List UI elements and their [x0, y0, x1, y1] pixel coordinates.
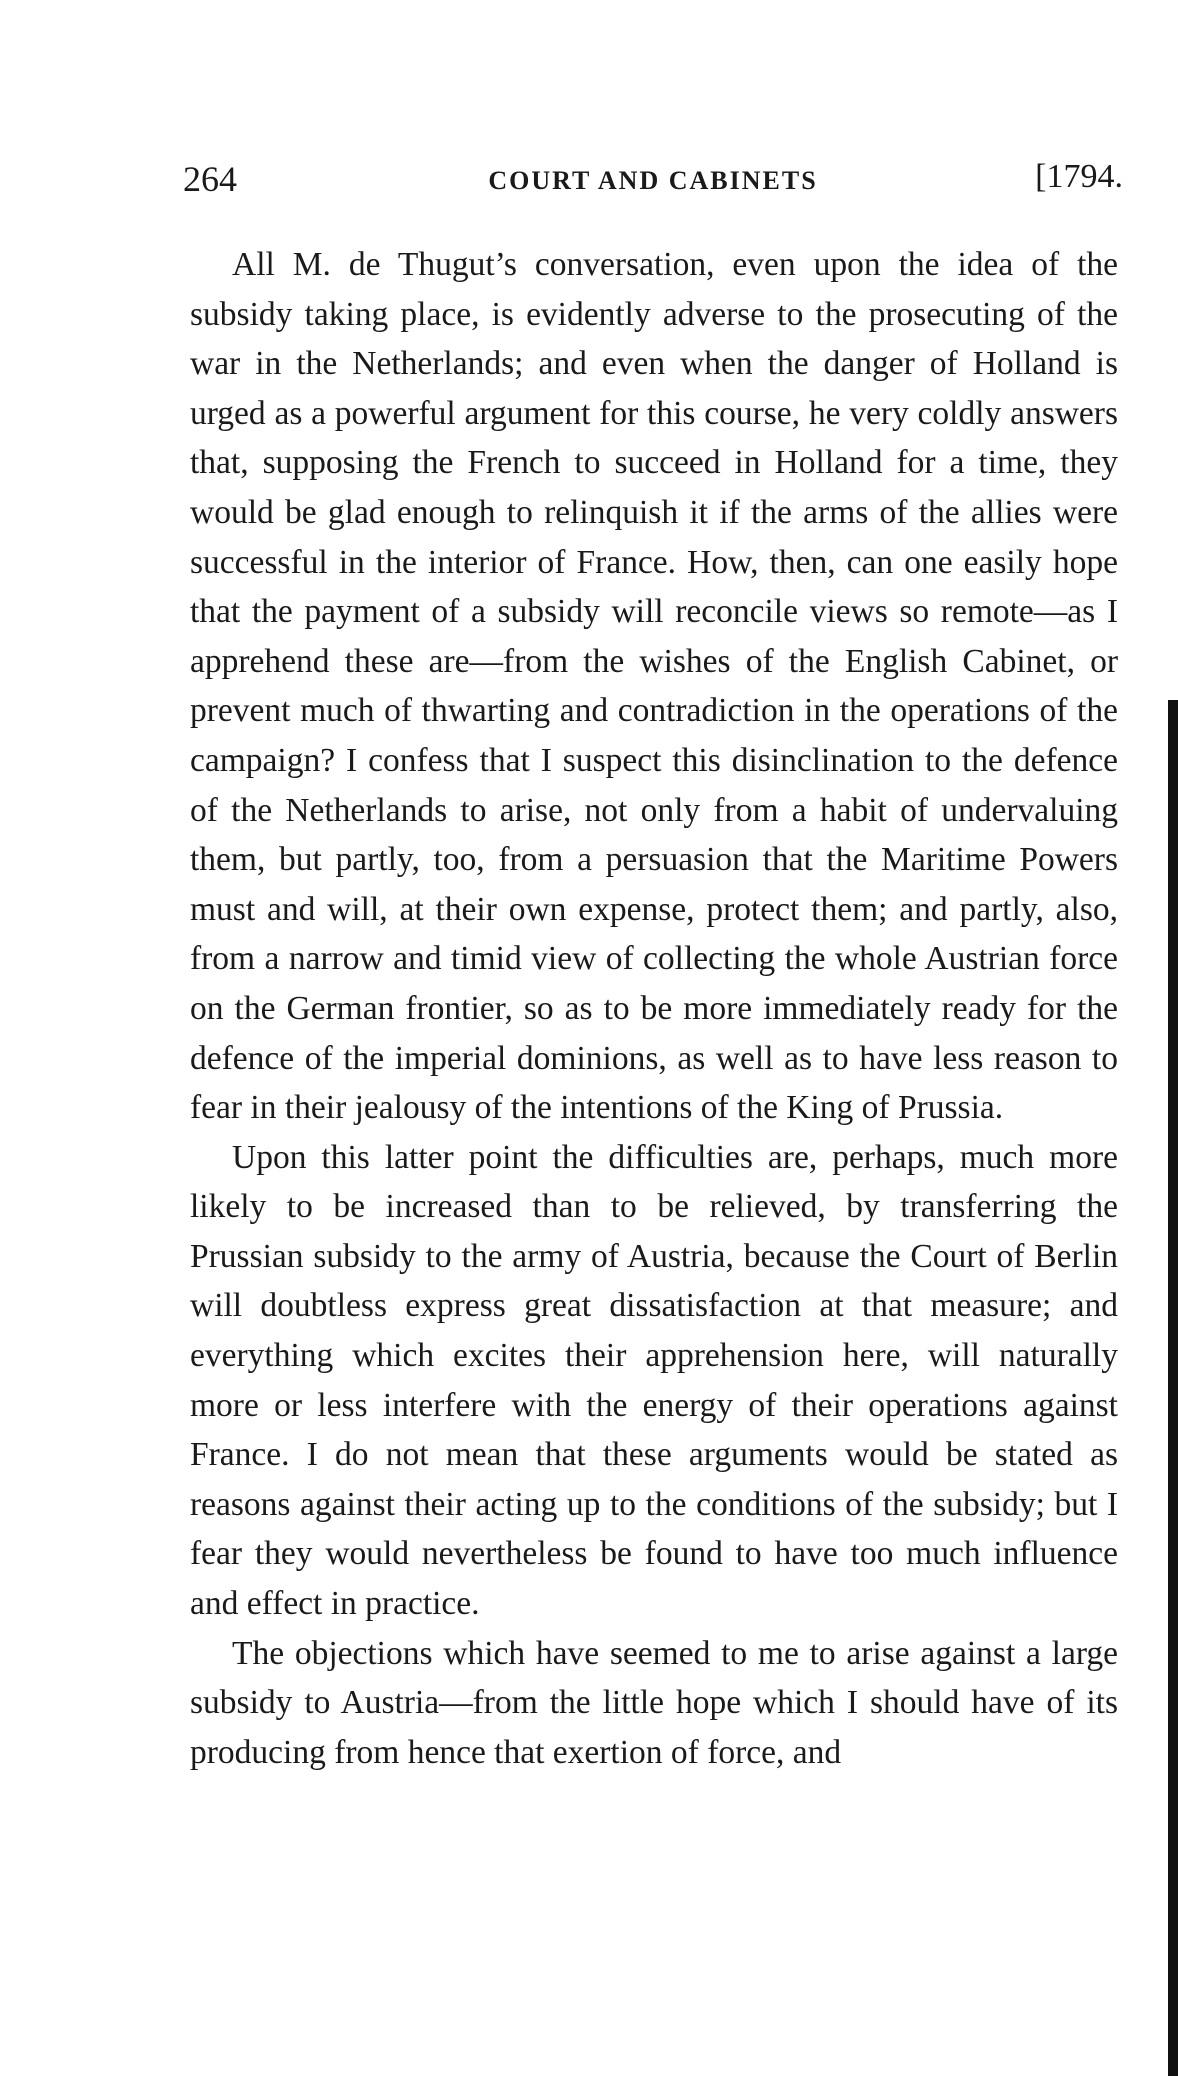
running-title: COURT AND CABINETS: [488, 166, 818, 195]
binding-edge: [1168, 700, 1178, 2076]
paragraph: All M. de Thugut’s conversation, even upon the idea of the subsidy taking place, is evidently adverse to the prosecuting of the war in the Netherlands; and even when the danger of Holland is urged as a powerful argument for this course, he very coldly answers that, supposing the French to succeed in Holland for a time, they would be glad enough to relinquish it if the arms of the allies were successful in the interior of France. How, then, can one easily hope that the payment of a subsidy will reconcile views so remote—as I apprehend these are—from the wishes of the English Cabinet, or prevent much of thwarting and contradiction in the operations of the campaign? I confess that I suspect this disinclination to the defence of the Netherlands to arise, not only from a habit of undervaluing them, but partly, too, from a persuasion that the Maritime Powers must and will, at their own expense, protect them; and partly, also, from a narrow and timid view of collecting the whole Austrian force on the German frontier, so as to be more immediately ready for the defence of the imperial dominions, as well as to have less reason to fear in their jealousy of the intentions of the King of Prussia.: [190, 246, 1118, 1127]
paragraph: The objections which have seemed to me to arise against a large subsidy to Austria—from the little hope which I should have of its producing from hence that exertion of force, and: [190, 1634, 1118, 1771]
page-number: 264: [183, 159, 237, 199]
body-text: [190, 240, 1118, 1777]
page-header: [183, 158, 1123, 208]
paragraph: Upon this latter point the difficulties are, perhaps, much more likely to be increased than to be relieved, by transferring the Prussian subsidy to the army of Austria, because the Court of Berlin will doubtless express great dissatisfaction at that measure; and everything which excites their apprehension here, will naturally more or less interfere with the energy of their operations against France. I do not mean that these arguments would be stated as reasons against their acting up to the conditions of the subsidy; but I fear they would nevertheless be found to have too much influence and effect in practice.: [190, 1138, 1118, 1623]
running-year: [1794.: [1035, 158, 1123, 195]
